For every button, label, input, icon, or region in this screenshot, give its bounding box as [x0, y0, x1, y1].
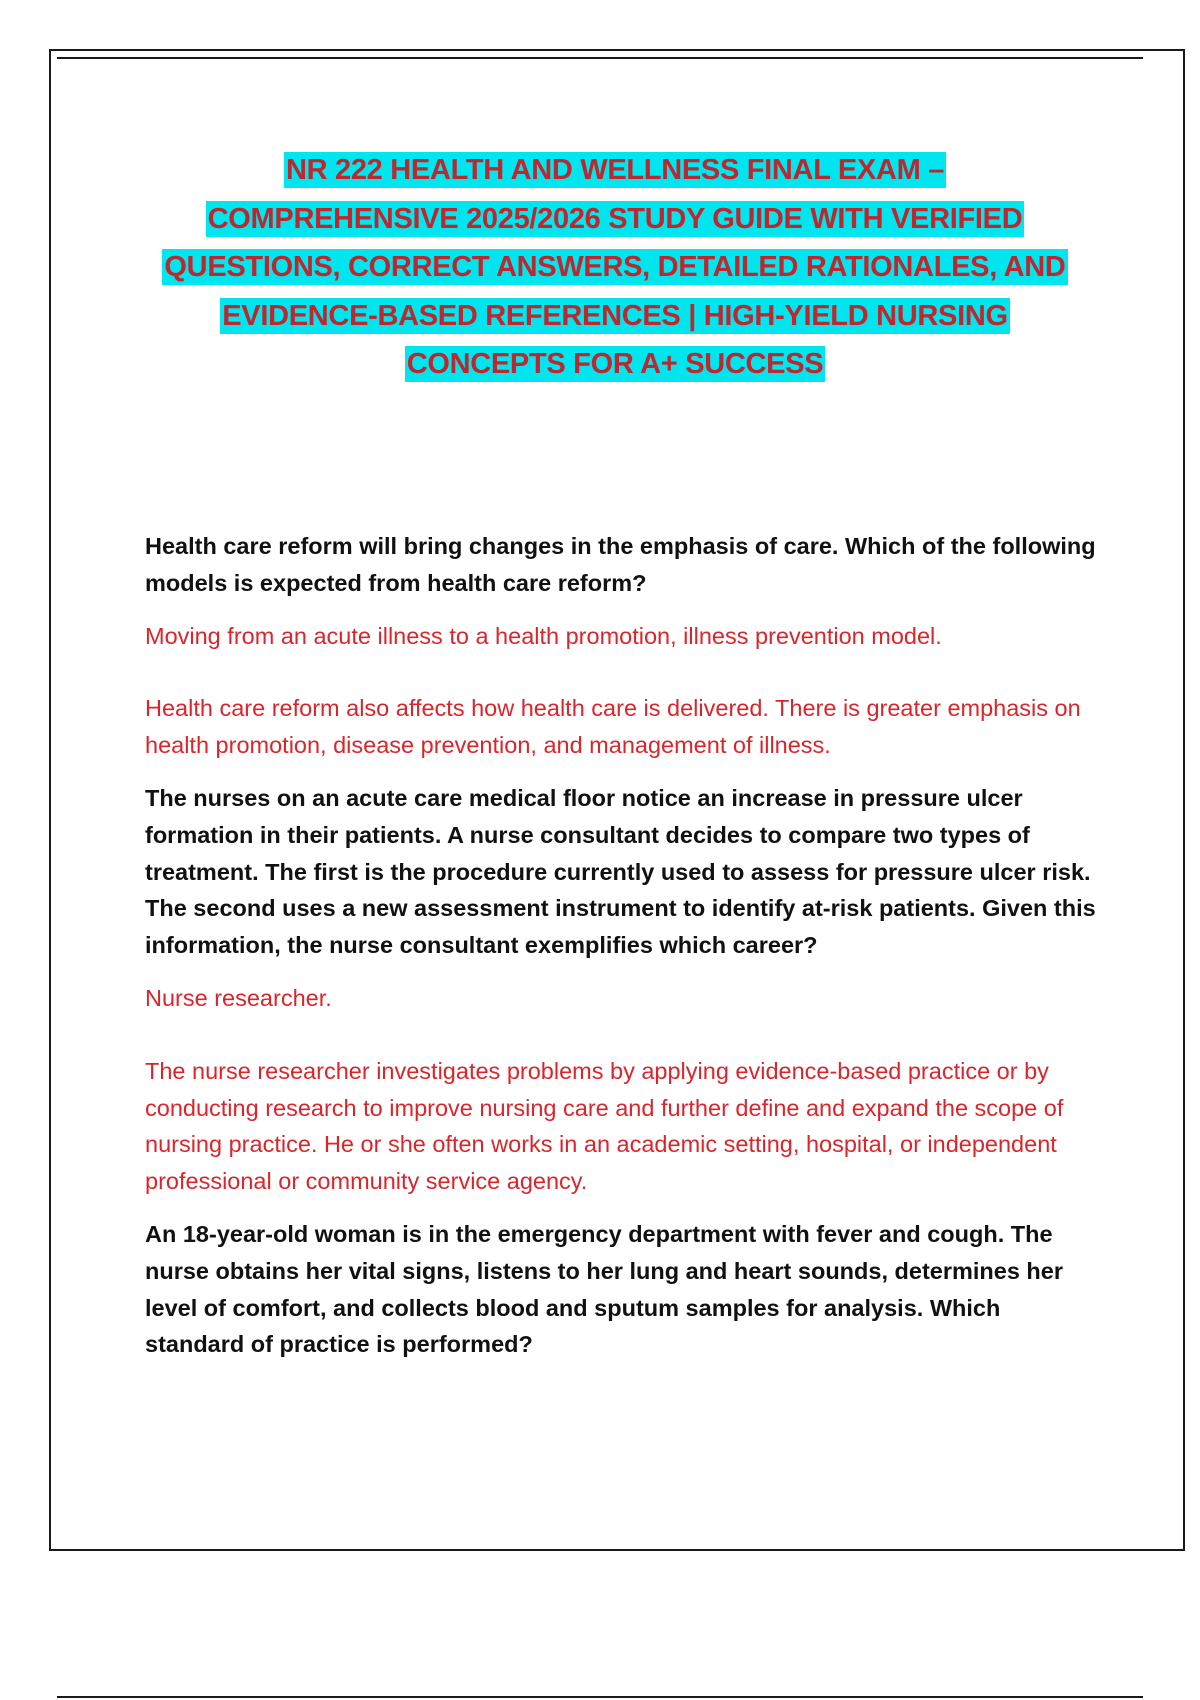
- document-title: [120, 146, 1110, 389]
- document-body: [145, 528, 1100, 1379]
- bottom-rule: [57, 1696, 1143, 1698]
- qa-item: [145, 780, 1100, 1200]
- rationale-text: Health care reform also affects how health care is delivered. There is greater emphasis on health promotion, disease prevention, and management of illness.: [145, 695, 1081, 759]
- title-line: CONCEPTS FOR A+ SUCCESS: [406, 348, 824, 380]
- title-line: NR 222 HEALTH AND WELLNESS FINAL EXAM –: [285, 154, 945, 186]
- question-text: An 18-year-old woman is in the emergency department with fever and cough. The nurse obtains her vital signs, listens to her lung and heart sounds, determines her level of comfort, and collects blood and sputum samples for analysis. Which standard of practice is performed?: [145, 1220, 1064, 1358]
- answer-text: Nurse researcher.: [145, 984, 332, 1011]
- title-line: QUESTIONS, CORRECT ANSWERS, DETAILED RATIONALES, AND: [164, 251, 1066, 283]
- question-text: Health care reform will bring changes in the emphasis of care. Which of the following models is expected from health care reform?: [145, 533, 1096, 596]
- title-line: COMPREHENSIVE 2025/2026 STUDY GUIDE WITH VERIFIED: [207, 202, 1023, 235]
- qa-item: [145, 1216, 1100, 1363]
- answer-text: Moving from an acute illness to a health promotion, illness prevention model.: [145, 622, 942, 649]
- qa-item: [145, 528, 1100, 764]
- rationale-text: The nurse researcher investigates problems by applying evidence-based practice or by conducting research to improve nursing care and further define and expand the scope of nursing practice. He or she often works in an academic setting, hospital, or independent professional or community service agency.: [145, 1057, 1064, 1195]
- title-line: EVIDENCE-BASED REFERENCES | HIGH-YIELD NURSING: [222, 299, 1008, 332]
- question-text: The nurses on an acute care medical floor notice an increase in pressure ulcer formation in their patients. A nurse consultant decides to compare two types of treatment. The first is the procedure currently used to assess for pressure ulcer risk. The second uses a new assessment instrument to identify at-risk patients. Given this information, the nurse consultant exemplifies which career?: [145, 784, 1096, 959]
